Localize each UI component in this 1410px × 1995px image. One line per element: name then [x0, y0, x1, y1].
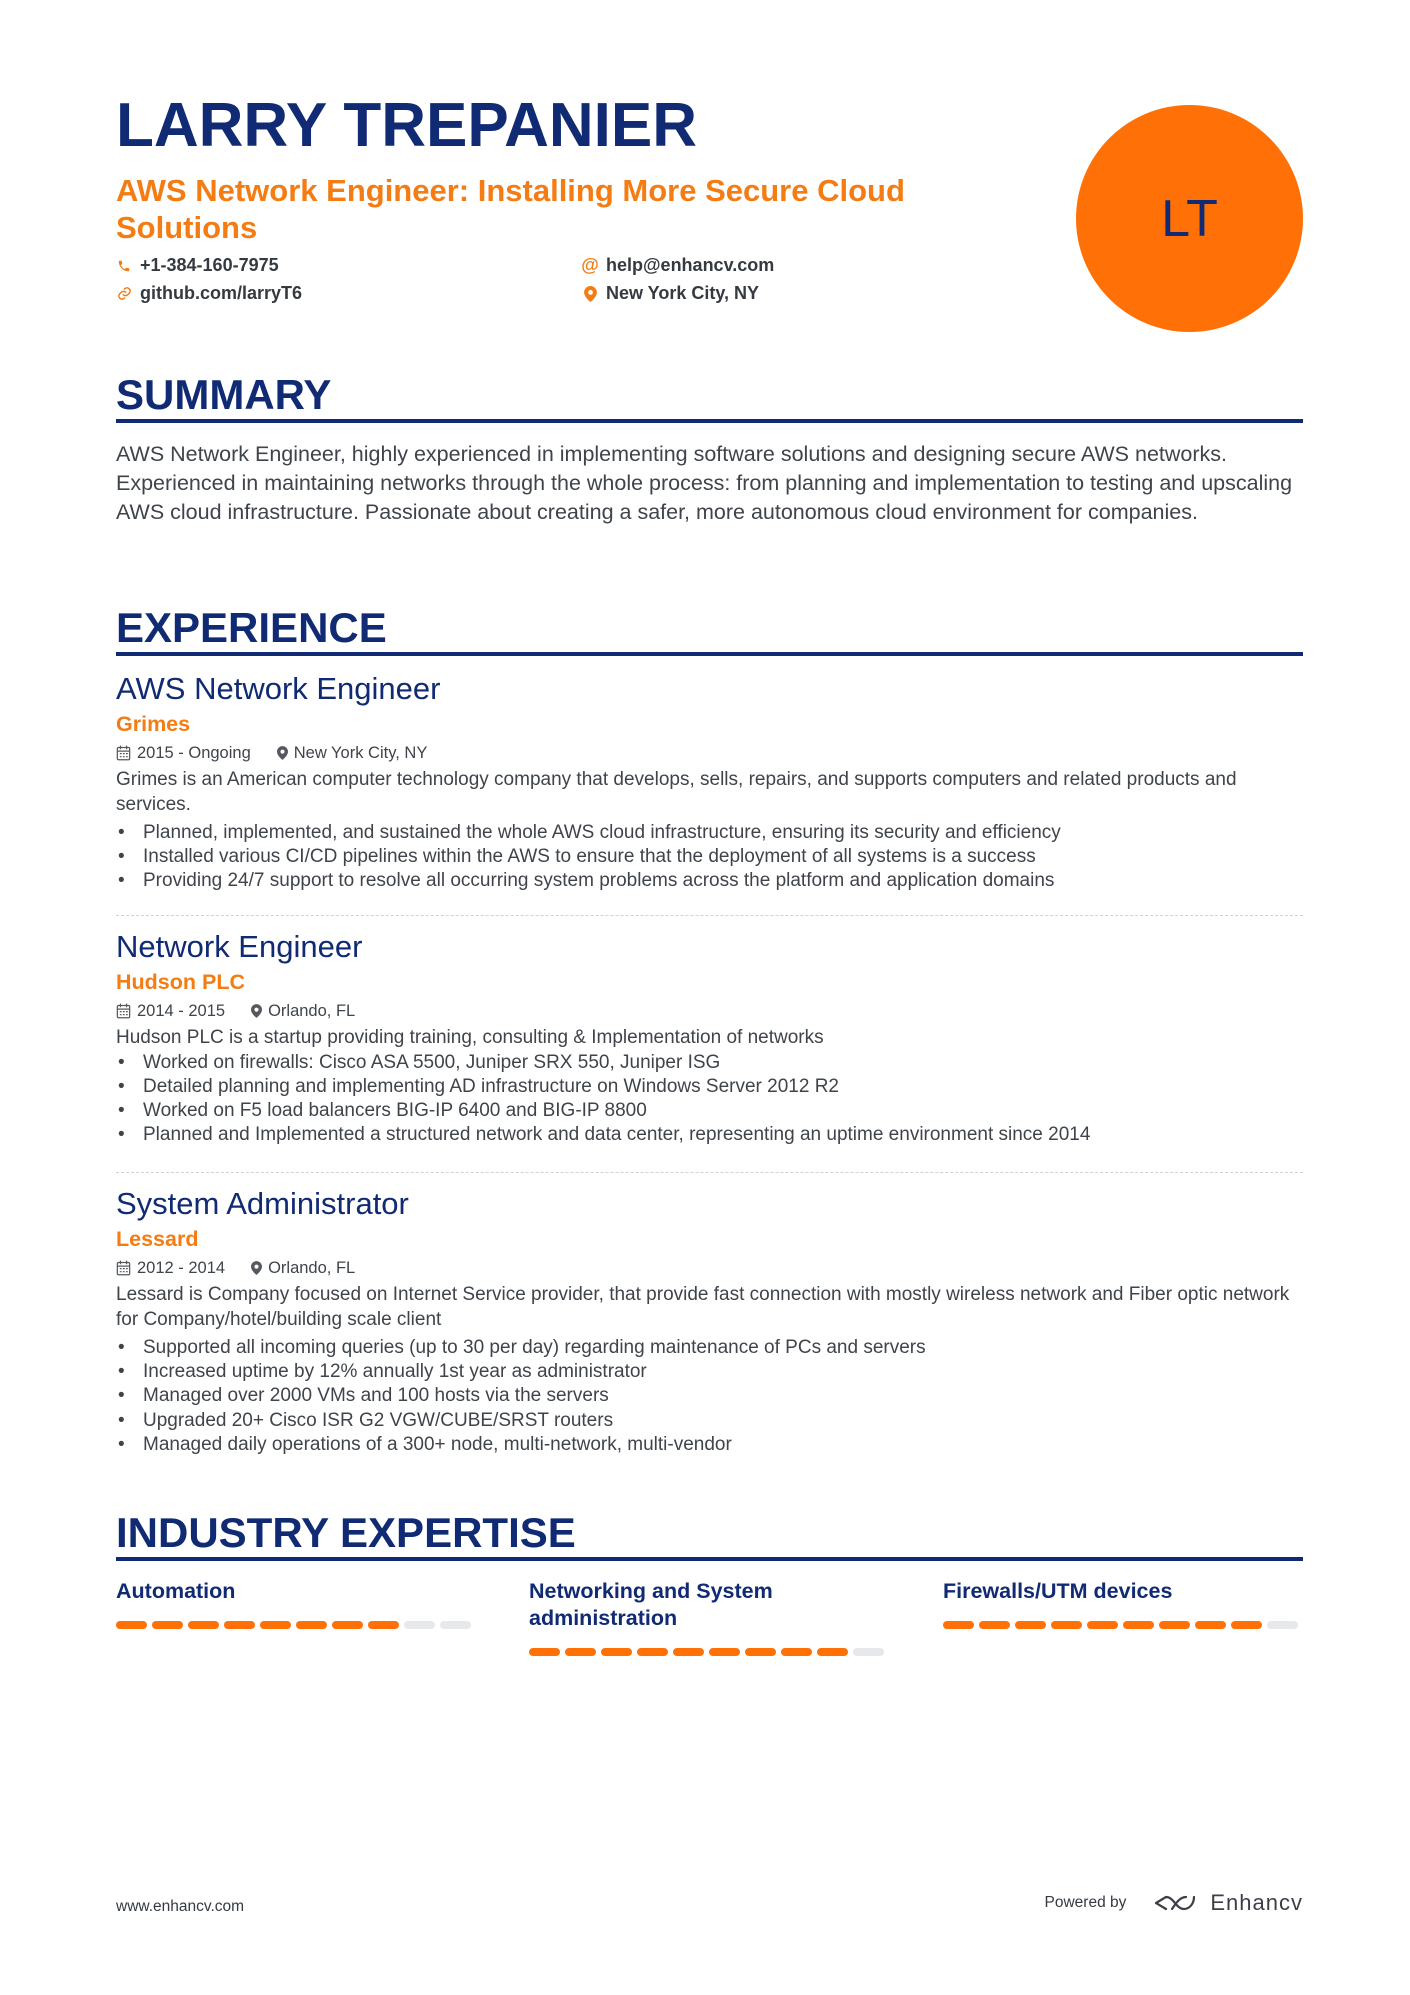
level-segment-filled: [188, 1621, 219, 1629]
calendar-icon: [116, 1003, 131, 1019]
job-company: Lessard: [116, 1227, 199, 1251]
level-segment-filled: [368, 1621, 399, 1629]
job-bullets: [116, 821, 1303, 894]
level-segment-filled: [1231, 1621, 1262, 1629]
calendar-icon: [116, 1260, 131, 1276]
level-segment-filled: [745, 1648, 776, 1656]
level-segment-empty: [1267, 1621, 1298, 1629]
level-segment-filled: [943, 1621, 974, 1629]
footer-branding: [1045, 1890, 1303, 1916]
contact-location-text: New York City, NY: [606, 283, 760, 303]
location-pin-icon: [251, 1261, 262, 1275]
footer-website[interactable]: www.enhancv.com: [116, 1898, 245, 1915]
job-bullet: • Worked on firewalls: Cisco ASA 5500, Juniper SRX 550, Juniper ISG: [116, 1051, 1303, 1075]
job-bullet: • Planned, implemented, and sustained the whole AWS cloud infrastructure, ensuring its security and efficiency: [116, 821, 1303, 845]
expertise-item: [116, 1578, 476, 1629]
contact-phone-text: +1-384-160-7975: [140, 255, 279, 275]
job-location-text: Orlando, FL: [268, 1001, 356, 1020]
job-dates: 2015 - Ongoing: [137, 743, 251, 762]
level-segment-filled: [260, 1621, 291, 1629]
job-location-text: New York City, NY: [293, 743, 428, 762]
contact-location: [582, 283, 759, 304]
phone-icon: [116, 258, 132, 274]
level-segment-empty: [440, 1621, 471, 1629]
expertise-name: Networking and System administration: [529, 1579, 773, 1630]
level-segment-filled: [637, 1648, 668, 1656]
job-entry: [116, 1185, 1303, 1457]
job-description: Lessard is Company focused on Internet Service provider, that provide fast connection with mostly wireless network and Fiber optic network for Company/hotel/building scale client: [116, 1284, 1290, 1330]
level-segment-empty: [404, 1621, 435, 1629]
level-segment-filled: [1087, 1621, 1118, 1629]
expertise-item: [943, 1578, 1303, 1629]
level-segment-filled: [1195, 1621, 1226, 1629]
job-bullet: • Upgraded 20+ Cisco ISR G2 VGW/CUBE/SRST routers: [116, 1409, 1303, 1433]
contact-phone[interactable]: [116, 255, 279, 276]
job-bullet: • Planned and Implemented a structured network and data center, representing an uptime environment since 2014: [116, 1123, 1303, 1147]
powered-by-label: Powered by: [1044, 1894, 1127, 1911]
job-bullet: • Installed various CI/CD pipelines within the AWS to ensure that the deployment of all systems is a success: [116, 845, 1303, 869]
calendar-icon: [116, 745, 131, 761]
job-location: [251, 1002, 355, 1021]
expertise-divider: [116, 1557, 1303, 1561]
level-segment-filled: [709, 1648, 740, 1656]
job-company: Grimes: [116, 712, 191, 736]
candidate-tagline: AWS Network Engineer: Installing More Secure Cloud Solutions: [116, 173, 905, 245]
job-bullet: • Supported all incoming queries (up to 30 per day) regarding maintenance of PCs and servers: [116, 1336, 1303, 1360]
resume-page: [116, 0, 1303, 1995]
level-segment-filled: [224, 1621, 255, 1629]
summary-heading: SUMMARY: [116, 371, 332, 418]
job-dates: 2012 - 2014: [137, 1258, 226, 1277]
job-title: Network Engineer: [116, 929, 363, 964]
avatar: [1076, 105, 1303, 332]
job-title: AWS Network Engineer: [116, 671, 441, 706]
experience-divider: [116, 652, 1303, 656]
job-divider: [116, 1172, 1303, 1173]
brand-name: Enhancv: [1210, 1890, 1303, 1915]
job-location-text: Orlando, FL: [268, 1258, 356, 1277]
enhancv-logo[interactable]: [1152, 1890, 1303, 1916]
link-icon: [116, 286, 132, 302]
contact-block: [116, 255, 996, 315]
contact-email[interactable]: [582, 255, 774, 276]
summary-text: AWS Network Engineer, highly experienced in implementing software solutions and designing secure AWS networks. Experienced in maintaining networks through the whole process: from planning and implementation to testing and upscaling AWS cloud infrastructure. Passionate about creating a safer, more autonomous cloud environment for companies.: [116, 442, 1293, 524]
job-divider: [116, 915, 1303, 916]
level-segment-filled: [781, 1648, 812, 1656]
job-meta: [116, 740, 1303, 766]
avatar-initials: LT: [1161, 189, 1218, 248]
job-entry: [116, 928, 1303, 1147]
level-segment-filled: [1159, 1621, 1190, 1629]
job-meta: [116, 1255, 1303, 1281]
job-bullet: • Managed over 2000 VMs and 100 hosts via the servers: [116, 1384, 1303, 1408]
job-location: [277, 744, 428, 763]
level-segment-filled: [1123, 1621, 1154, 1629]
level-segment-filled: [1015, 1621, 1046, 1629]
job-bullets: [116, 1051, 1303, 1148]
level-segment-filled: [332, 1621, 363, 1629]
expertise-level-bar: [529, 1648, 889, 1656]
at-icon: @: [581, 255, 599, 275]
summary-divider: [116, 419, 1303, 423]
job-meta: [116, 998, 1303, 1024]
expertise-level-bar: [116, 1621, 476, 1629]
job-title: System Administrator: [116, 1186, 409, 1221]
level-segment-filled: [565, 1648, 596, 1656]
job-dates: 2014 - 2015: [137, 1001, 226, 1020]
job-bullet: • Providing 24/7 support to resolve all occurring system problems across the platform and application domains: [116, 869, 1303, 893]
job-bullet: • Managed daily operations of a 300+ node, multi-network, multi-vendor: [116, 1433, 1303, 1457]
candidate-name: LARRY TREPANIER: [116, 91, 698, 160]
job-company: Hudson PLC: [116, 970, 245, 994]
job-bullet: • Worked on F5 load balancers BIG-IP 6400 and BIG-IP 8800: [116, 1099, 1303, 1123]
level-segment-empty: [853, 1648, 884, 1656]
location-pin-icon: [582, 286, 598, 302]
job-description: Grimes is an American computer technology company that develops, sells, repairs, and supports computers and related products and services.: [116, 769, 1237, 815]
level-segment-filled: [601, 1648, 632, 1656]
expertise-name: Firewalls/UTM devices: [943, 1579, 1173, 1603]
level-segment-filled: [817, 1648, 848, 1656]
experience-heading: EXPERIENCE: [116, 604, 387, 651]
expertise-name: Automation: [116, 1579, 236, 1603]
level-segment-filled: [529, 1648, 560, 1656]
expertise-item: [529, 1578, 889, 1656]
level-segment-filled: [152, 1621, 183, 1629]
level-segment-filled: [296, 1621, 327, 1629]
contact-email-text: help@enhancv.com: [606, 255, 775, 275]
job-description: Hudson PLC is a startup providing training, consulting & Implementation of networks: [116, 1027, 824, 1048]
level-segment-filled: [979, 1621, 1010, 1629]
location-pin-icon: [251, 1004, 262, 1018]
job-entry: [116, 670, 1303, 894]
expertise-level-bar: [943, 1621, 1303, 1629]
job-bullets: [116, 1336, 1303, 1457]
level-segment-filled: [1051, 1621, 1082, 1629]
job-bullet: • Increased uptime by 12% annually 1st year as administrator: [116, 1360, 1303, 1384]
expertise-heading: INDUSTRY EXPERTISE: [116, 1509, 576, 1556]
job-bullet: • Detailed planning and implementing AD infrastructure on Windows Server 2012 R2: [116, 1075, 1303, 1099]
enhancv-logo-icon: [1152, 1891, 1198, 1915]
location-pin-icon: [277, 746, 288, 760]
contact-website[interactable]: [116, 283, 302, 304]
level-segment-filled: [116, 1621, 147, 1629]
job-location: [251, 1259, 355, 1278]
contact-website-text: github.com/larryT6: [140, 283, 303, 303]
level-segment-filled: [673, 1648, 704, 1656]
